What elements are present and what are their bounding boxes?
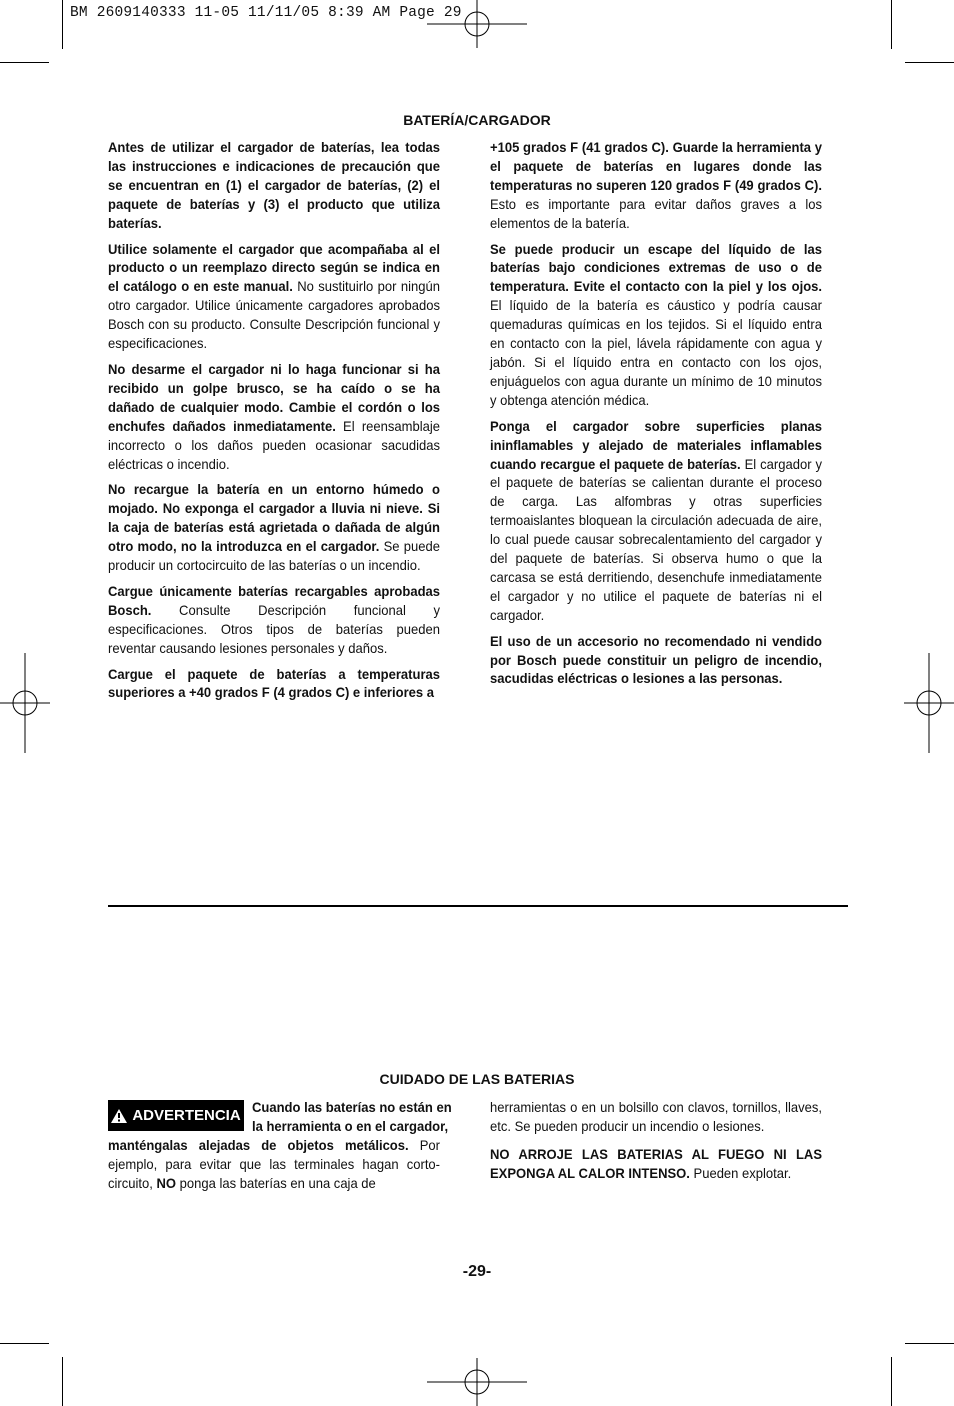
- paragraph: Antes de utilizar el cargador de baterías, lea todas las instrucciones e indicaciones de precaución que se encuentran en (1) el cargador de baterías, (2) el paquete de baterías y (3) el producto que utiliza baterías.: [108, 139, 441, 231]
- warning-badge-label: ADVERTENCIA: [132, 1107, 241, 1124]
- section-heading-battery-care: CUIDADO DE LAS BATERIAS: [379, 1071, 575, 1087]
- warning-triangle-icon: [111, 1109, 127, 1123]
- registration-mark-bottom: [427, 1356, 527, 1406]
- registration-mark-top: [427, 0, 527, 50]
- paragraph: No desarme el cargador ni lo haga funcionar si ha recibido un golpe brusco, se ha caído o se ha dañado de cualquier modo. Cambie el cordón o los enchufes dañados inmediatamente. El reensamblaje incorrecto o los daños pueden ocasionar sacudidas eléctricas o incendio.: [108, 360, 441, 472]
- crop-mark: [905, 62, 954, 63]
- crop-mark: [0, 62, 49, 63]
- section-divider: [108, 905, 848, 907]
- paragraph: Cargue únicamente baterías recargables aprobadas Bosch. Consulte Descripción funcional y especificaciones. Otros tipos de baterías pueden reventar causando lesiones personales y daños.: [108, 582, 441, 656]
- column-left: [108, 138, 440, 709]
- paragraph: Cargue el paquete de baterías a temperaturas superiores a +40 grados F (4 grados C) e inferiores a: [108, 665, 441, 701]
- crop-mark: [62, 1357, 63, 1406]
- paragraph: No recargue la batería en un entorno húmedo o mojado. No exponga el cargador a lluvia ni nieve. Si la caja de baterías está agrietada o dañada de algún otro modo, no la introduzca en el cargador. Se puede producir un cortocircuito de las baterías o un incendio.: [108, 481, 441, 574]
- paragraph: Utilice solamente el cargador que acompañaba al el producto o un reemplazo directo según se indica en el catálogo o en este manual. No sustituirlo por ningún otro cargador. Utilice únicamente cargadores aprobados Bosch con su producto. Consulte Descripción funcional y especificaciones.: [108, 240, 441, 352]
- crop-mark: [891, 0, 892, 49]
- paragraph: El uso de un accesorio no recomendado ni vendido por Bosch puede constituir un peligro de incendio, sacudidas eléctricas o lesiones a las personas.: [490, 632, 823, 687]
- crop-mark: [905, 1343, 954, 1344]
- paragraph: herramientas o en un bolsillo con clavos, tornillos, llaves, etc. Se pueden producir un incendio o lesiones.: [490, 1099, 823, 1134]
- printer-slug: BM 2609140333 11-05 11/11/05 8:39 AM Page 29: [70, 5, 462, 21]
- paragraph: manténgalas alejadas de objetos metálicos. Por ejemplo, para evitar que las terminales hagan corto-circuito, NO ponga las baterías en una caja de: [108, 1137, 441, 1191]
- page-number: -29-: [462, 1263, 492, 1280]
- crop-mark: [0, 1343, 49, 1344]
- paragraph: Ponga el cargador sobre superficies planas ininflamables y alejado de materiales inflamables cuando recargue el paquete de baterías. El cargador y el paquete de baterías se calientan durante el proceso de carga. Las alfombras y otras superficies termoaislantes bloquean la circulación adecuada de aire, lo cual puede causar sobrecalentamiento del cargador y del paquete de baterías. Si observa humo o que la carcasa se está derritiendo, desenchufe inmediatamente el cargador y no utilice el paquete de baterías ni el cargador.: [490, 417, 823, 623]
- paragraph: +105 grados F (41 grados C). Guarde la herramienta y el paquete de baterías en lugares donde las temperaturas no superen 120 grados F (49 grados C). Esto es importante para evitar daños graves a los elementos de la batería.: [490, 139, 823, 231]
- crop-mark: [891, 1357, 892, 1406]
- warning-badge: [108, 1100, 244, 1131]
- registration-mark-right: [904, 653, 954, 753]
- crop-mark: [62, 0, 63, 49]
- section-heading-battery-charger: BATERÍA/CARGADOR: [403, 112, 551, 128]
- registration-mark-left: [0, 653, 50, 753]
- paragraph: Se puede producir un escape del líquido de las baterías bajo condiciones extremas de uso o de temperatura. Evite el contacto con la piel y los ojos. El líquido de la batería es cáustico y podría causar quemaduras químicas en los tejidos. Si el líquido entra en contacto con la piel, lávela rápidamente con agua y jabón. Si el líquido entra en contacto con los ojos, enjuáguelos con agua durante un mínimo de 10 minutos y obtenga atención médica.: [490, 240, 823, 408]
- paragraph: NO ARROJE LAS BATERIAS AL FUEGO NI LAS EXPONGA AL CALOR INTENSO. Pueden explotar.: [490, 1145, 823, 1181]
- column-right: [490, 138, 822, 695]
- warning-continuation: [108, 1136, 440, 1200]
- warning-lead-text: Cuando las baterías no están en la herramienta o en el cargador,: [252, 1099, 452, 1134]
- column-right-care: [490, 1098, 822, 1190]
